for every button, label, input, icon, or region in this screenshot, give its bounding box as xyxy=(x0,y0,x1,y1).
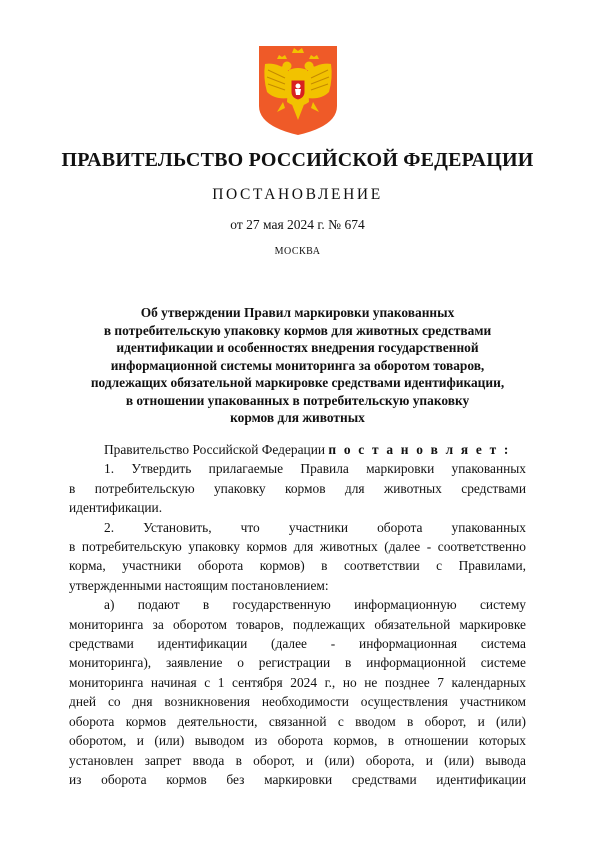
body-line: установлен запрет ввода в оборот, и (или) оборота, и (или) вывода xyxy=(69,752,526,768)
body-line: в потребительскую упаковку кормов для животных средствами xyxy=(69,480,526,496)
body-line: в потребительскую упаковку кормов для животных (далее - соответственно xyxy=(69,539,526,555)
document-city: МОСКВА xyxy=(274,246,321,257)
body-line: мониторинга), заявление о регистрации в информационной системе xyxy=(69,655,526,671)
body-line: корма, участники оборота кормов) в соответствии с Правилами, xyxy=(69,558,526,574)
heading-line: информационной системы мониторинга за оборотом товаров, xyxy=(110,357,485,373)
preamble-line xyxy=(69,440,526,459)
government-title: ПРАВИТЕЛЬСТВО РОССИЙСКОЙ ФЕДЕРАЦИИ xyxy=(61,149,534,171)
body-line: из оборота кормов без маркировки средствами идентификации xyxy=(69,771,526,787)
document-date-number: от 27 мая 2024 г. № 674 xyxy=(230,217,365,232)
body-line: мониторинга начиная с 1 сентября 2024 г., но не позднее 7 календарных xyxy=(69,674,526,690)
body-line: идентификации. xyxy=(69,500,163,516)
heading-line: идентификации и особенностях внедрения государственной xyxy=(116,340,479,355)
document-heading xyxy=(40,304,555,427)
body-line: 2. Установить, что участники оборота упакованных xyxy=(104,519,526,535)
preamble-text: Правительство Российской Федерации xyxy=(104,442,329,457)
body-line: оборота кормов деятельности, связанной с вводом в оборот, и (или) xyxy=(69,713,526,729)
coat-of-arms-emblem xyxy=(257,44,339,137)
body-line: дней со дня возникновения необходимости осуществления участником xyxy=(69,694,526,710)
body-line: мониторинга за оборотом товаров, подлежащих обязательной маркировке xyxy=(69,616,526,632)
heading-line: в потребительскую упаковку кормов для животных средствами xyxy=(103,322,492,338)
document-body xyxy=(69,440,526,789)
heading-line: кормов для животных xyxy=(230,410,365,425)
preamble-resolves: п о с т а н о в л я е т : xyxy=(328,442,511,457)
body-line: средствами идентификации (далее - информационная система xyxy=(69,636,526,652)
heading-line: подлежащих обязательной маркировке средствами идентификации, xyxy=(90,375,505,390)
body-line: а) подают в государственную информационную систему xyxy=(104,597,526,613)
body-line: утвержденными настоящим постановлением: xyxy=(69,577,329,593)
heading-line: Об утверждении Правил маркировки упакованных xyxy=(140,305,455,320)
heading-line: в отношении упакованных в потребительскую упаковку xyxy=(125,392,470,408)
document-type: ПОСТАНОВЛЕНИЕ xyxy=(212,186,383,203)
body-line: оборотом, и (или) выводом из оборота кормов, в отношении которых xyxy=(69,733,526,749)
body-line: 1. Утвердить прилагаемые Правила маркировки упакованных xyxy=(104,461,526,477)
